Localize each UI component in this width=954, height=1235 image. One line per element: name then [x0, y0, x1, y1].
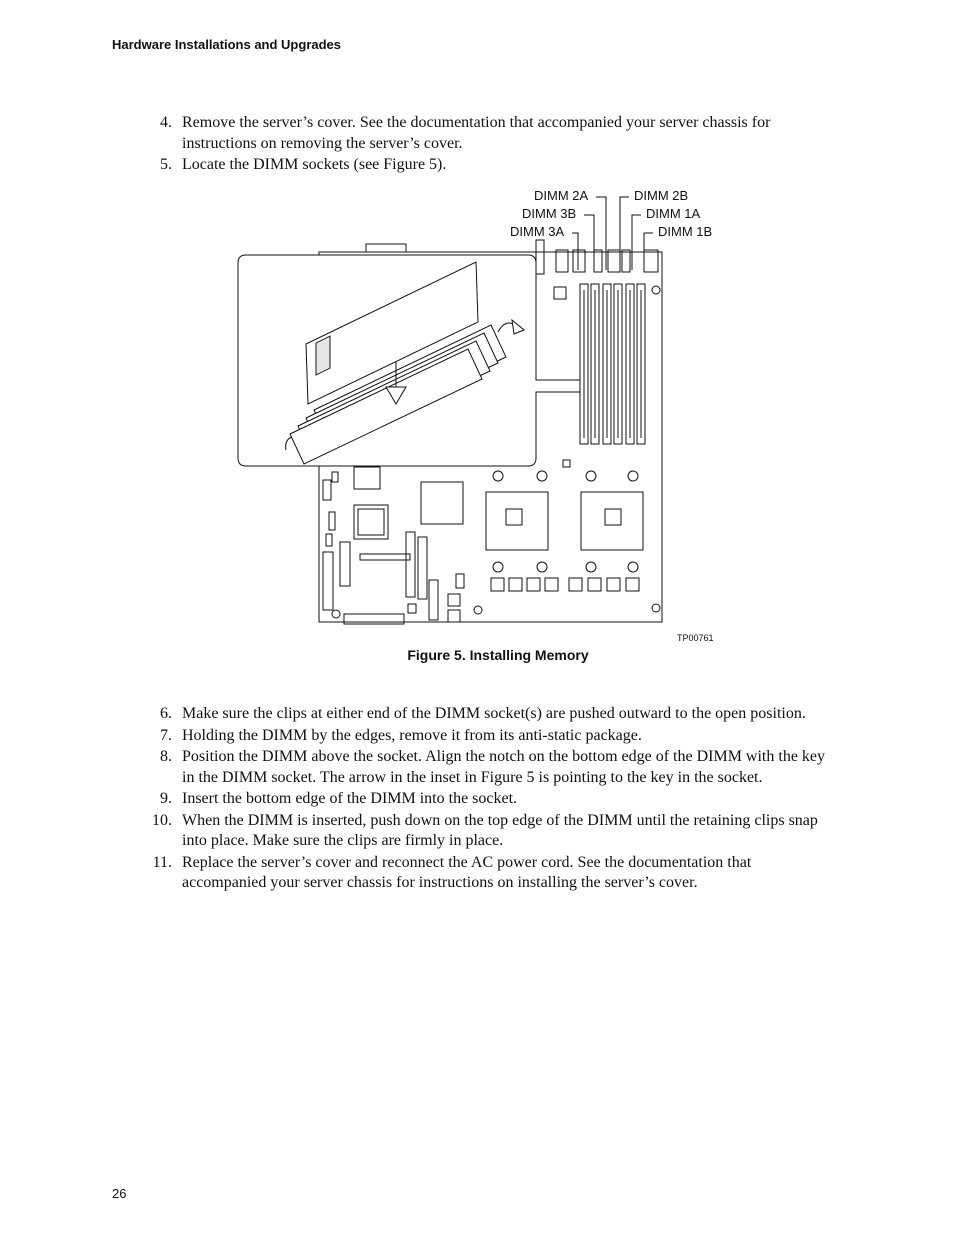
figure-installing-memory	[236, 182, 736, 643]
step-number: 9.	[160, 790, 172, 807]
step-text: Holding the DIMM by the edges, remove it from its anti-static package.	[182, 726, 642, 744]
dimm-socket-top	[573, 250, 585, 272]
step-item	[0, 853, 832, 894]
label-dimm-3a: DIMM 3A	[510, 224, 565, 239]
step-text: Locate the DIMM sockets (see Figure 5).	[182, 156, 447, 173]
step-number: 10.	[152, 811, 172, 829]
dimm-socket-top	[536, 240, 544, 274]
step-item	[0, 704, 832, 725]
label-dimm-2b: DIMM 2B	[634, 188, 689, 203]
running-header: Hardware Installations and Upgrades	[112, 37, 342, 52]
step-item	[0, 789, 832, 810]
steps-list-before-figure	[0, 113, 832, 177]
label-dimm-2a: DIMM 2A	[534, 188, 589, 203]
dimm-socket-top	[608, 250, 620, 272]
step-item	[0, 747, 832, 788]
figure-code: TP00761	[677, 633, 714, 643]
step-text: Position the DIMM above the socket. Align the notch on the bottom edge of the DIMM with the key in the DIMM socket. The arrow in the inset in Figure 5 is pointing to the key in the socket.	[182, 748, 826, 786]
dimm-inset-callout	[238, 255, 580, 466]
cpu-socket-2	[581, 492, 643, 550]
step-number: 4.	[160, 114, 172, 131]
step-number: 8.	[160, 748, 172, 765]
step-item	[0, 155, 832, 176]
step-number: 11.	[152, 853, 172, 871]
dimm-socket-top	[594, 250, 602, 272]
step-item	[0, 811, 832, 852]
step-item	[0, 113, 832, 154]
label-dimm-3b: DIMM 3B	[522, 206, 577, 221]
dimm-socket-top	[644, 250, 658, 272]
step-number: 7.	[160, 726, 172, 744]
figure-caption: Figure 5. Installing Memory	[407, 647, 589, 663]
step-text: Remove the server’s cover. See the documentation that accompanied your server chassis for instructions on removing the server’s cover.	[182, 114, 771, 152]
motherboard-diagram	[236, 182, 736, 632]
top-connector	[366, 244, 406, 252]
step-number: 5.	[160, 156, 172, 173]
label-leaders	[572, 197, 653, 270]
page-number: 26	[112, 1186, 127, 1201]
step-text: Insert the bottom edge of the DIMM into the socket.	[182, 790, 518, 807]
chipset	[421, 482, 463, 524]
label-dimm-1b: DIMM 1B	[658, 224, 713, 239]
dimm-socket-top	[556, 250, 568, 272]
step-number: 6.	[160, 705, 172, 722]
step-text: When the DIMM is inserted, push down on the top edge of the DIMM until the retaining clips snap into place. Make sure the clips are firmly in place.	[182, 811, 818, 849]
dimm-socket-top	[622, 250, 630, 272]
steps-list-after-figure	[0, 704, 832, 895]
label-dimm-1a: DIMM 1A	[646, 206, 701, 221]
cpu-socket-1	[486, 492, 548, 550]
step-text: Make sure the clips at either end of the DIMM socket(s) are pushed outward to the open position.	[182, 705, 806, 722]
step-item	[0, 726, 832, 747]
step-text: Replace the server’s cover and reconnect the AC power cord. See the documentation that accompanied your server chassis for instructions on installing the server’s cover.	[182, 853, 752, 891]
